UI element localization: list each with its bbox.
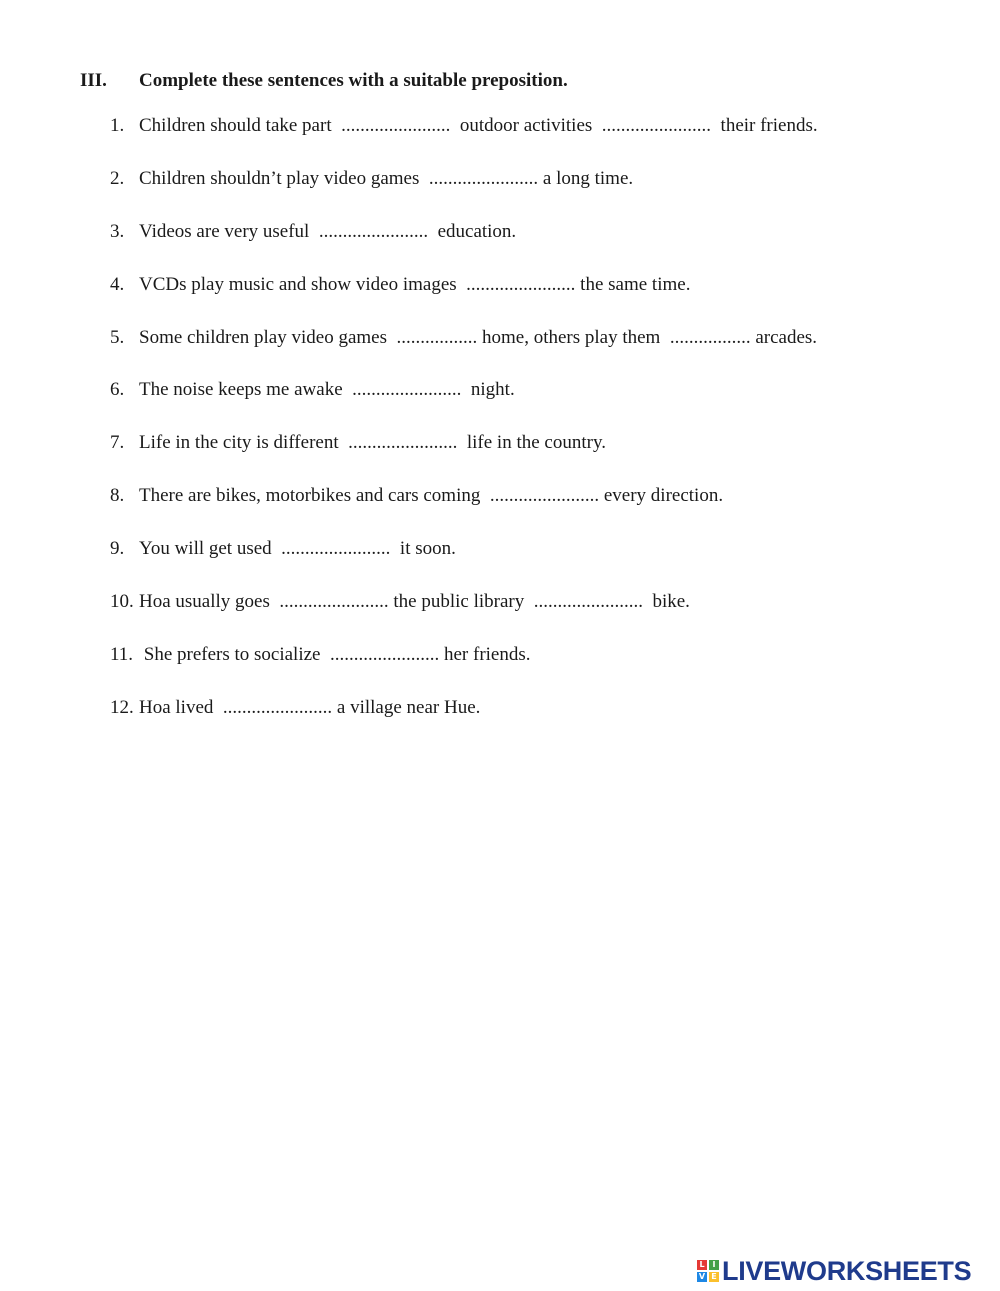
item-number: 1. — [110, 115, 125, 136]
logo-block-e: E — [709, 1272, 719, 1282]
item-text: The noise keeps me awake ....................... night. — [139, 379, 515, 401]
exercise-item-2 — [110, 166, 990, 219]
item-text: You will get used ....................... it soon. — [139, 538, 456, 560]
item-number: 6. — [110, 379, 125, 401]
exercise-list — [110, 113, 990, 748]
exercise-item-9 — [110, 536, 990, 589]
exercise-item-11 — [110, 642, 990, 695]
logo-block-l: L — [697, 1260, 707, 1270]
item-number: 4. — [110, 273, 125, 295]
section-number: III. — [80, 70, 107, 91]
item-number: 2. — [110, 167, 125, 189]
item-text: She prefers to socialize ....................... her friends. — [139, 643, 531, 665]
section-heading — [80, 70, 568, 92]
item-text: Videos are very useful ....................... education. — [139, 220, 517, 242]
item-text: Hoa lived ....................... a village near Hue. — [139, 696, 481, 718]
exercise-item-4 — [110, 272, 990, 325]
exercise-item-3 — [110, 219, 990, 272]
exercise-item-10 — [110, 589, 990, 642]
item-number: 5. — [110, 326, 125, 348]
item-text: VCDs play music and show video images ....................... the same time. — [139, 273, 691, 295]
logo-text: LIVEWORKSHEETS — [722, 1255, 972, 1286]
item-text: Children shouldn’t play video games ....................... a long time. — [139, 167, 634, 189]
logo-blocks-icon — [697, 1260, 719, 1282]
exercise-item-5 — [110, 325, 990, 378]
item-text: Life in the city is different ....................... life in the country. — [139, 432, 606, 454]
item-text: Children should take part ....................... outdoor activities ....................... their friends. — [139, 115, 818, 136]
logo-block-v: V — [698, 1272, 706, 1281]
item-number: 10. — [110, 591, 134, 613]
exercise-item-8 — [110, 483, 990, 536]
section-title: Complete these sentences with a suitable preposition. — [139, 70, 568, 91]
exercise-item-7 — [110, 430, 990, 483]
item-text: Hoa usually goes ....................... the public library ....................... bike. — [139, 591, 690, 613]
item-number: 3. — [110, 220, 125, 242]
item-number: 12. — [110, 696, 134, 718]
item-number: 8. — [110, 485, 125, 507]
liveworksheets-logo — [697, 1256, 971, 1286]
item-number: 9. — [110, 538, 125, 560]
item-number: 7. — [110, 432, 125, 454]
exercise-item-6 — [110, 377, 990, 430]
exercise-item-1 — [110, 113, 990, 166]
exercise-item-12 — [110, 695, 990, 748]
item-text: There are bikes, motorbikes and cars coming ....................... every direction. — [139, 485, 724, 507]
item-number: 11. — [110, 643, 134, 665]
logo-block-i: I — [709, 1260, 719, 1270]
item-text: Some children play video games ................. home, others play them ................. arcades. — [139, 326, 818, 348]
